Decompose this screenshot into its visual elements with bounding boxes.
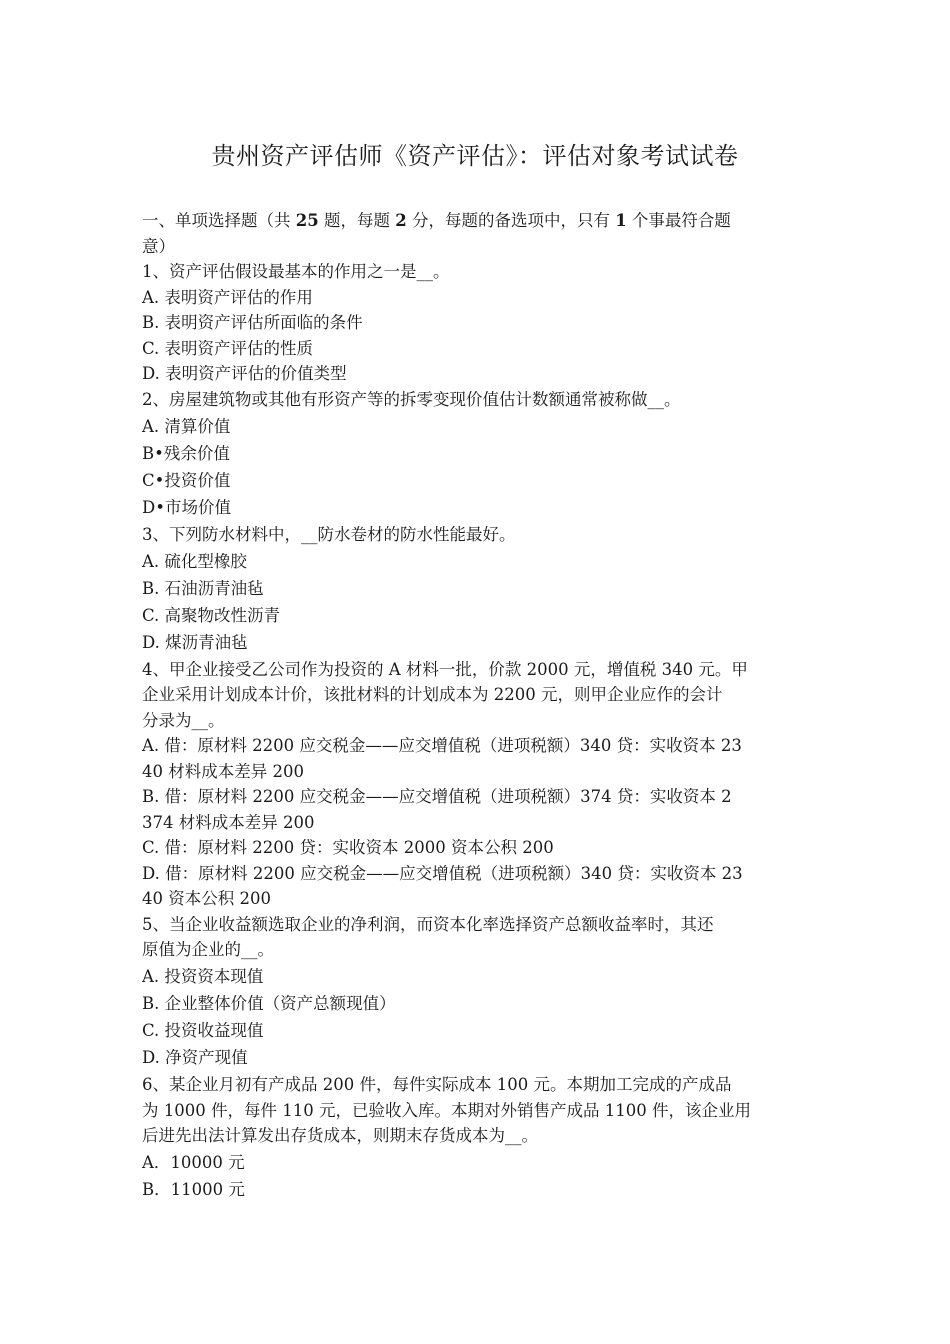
question-4-option-d-line-1: D. 借：原材料 2200 应交税金——应交增值税（进项税额）340 贷：实收资本 23 xyxy=(142,863,743,883)
exam-content xyxy=(142,208,806,1204)
question-4-option-c: C. 借：原材料 2200 贷：实收资本 2000 资本公积 200 xyxy=(142,838,554,857)
question-2-stem: 2、房屋建筑物或其他有形资产等的拆零变现价值估计数额通常被称做__。 xyxy=(142,389,681,409)
question-4-stem-line-1: 4、甲企业接受乙公司作为投资的 A 材料一批，价款 2000 元，增值税 340 元。甲 xyxy=(142,659,748,679)
question-1-option-b: B. 表明资产评估所面临的条件 xyxy=(142,313,363,332)
section-heading-line-1 xyxy=(142,208,806,234)
question-6-option-a: A．10000 元 xyxy=(142,1153,245,1172)
question-4-stem-line-3: 分录为__。 xyxy=(142,710,225,730)
question-1-option-c: C. 表明资产评估的性质 xyxy=(142,338,314,358)
question-3-option-b: B. 石油沥青油毡 xyxy=(142,578,264,598)
section-text: 分，每题的备选项中，只有 xyxy=(406,211,616,230)
question-1-option-a: A. 表明资产评估的作用 xyxy=(142,287,313,307)
question-5-option-d: D. 净资产现值 xyxy=(142,1048,248,1067)
document-title: 贵州资产评估师《资产评估》：评估对象考试试卷 xyxy=(211,142,739,170)
question-4-option-b-line-2: 374 材料成本差异 200 xyxy=(142,812,315,832)
score-per-question: 2 xyxy=(395,211,407,230)
section-heading-line-2: 意） xyxy=(142,236,175,256)
question-2-option-b: B•残余价值 xyxy=(142,443,230,463)
section-text: 个事最符合题 xyxy=(626,211,731,230)
section-text: 一、单项选择题（共 xyxy=(142,211,296,230)
question-2-option-c: C•投资价值 xyxy=(142,470,231,490)
question-1-stem: 1、资产评估假设最基本的作用之一是__。 xyxy=(142,262,450,281)
question-1-option-d: D. 表明资产评估的价值类型 xyxy=(142,364,347,383)
question-6-stem-line-2: 为 1000 件，每件 110 元，已验收入库。本期对外销售产成品 1100 件，该企业用 xyxy=(142,1100,751,1120)
question-5-option-c: C. 投资收益现值 xyxy=(142,1021,264,1040)
question-3-option-d: D. 煤沥青油毡 xyxy=(142,632,248,652)
question-4-option-a-line-1: A. 借：原材料 2200 应交税金——应交增值税（进项税额）340 贷：实收资本 23 xyxy=(142,736,742,755)
question-3-option-a: A. 硫化型橡胶 xyxy=(142,551,247,571)
correct-count: 1 xyxy=(615,211,627,230)
question-count: 25 xyxy=(295,211,319,230)
question-6-stem-line-1: 6、某企业月初有产成品 200 件，每件实际成本 100 元。本期加工完成的产成品 xyxy=(142,1075,732,1094)
question-3-option-c: C. 高聚物改性沥青 xyxy=(142,605,281,625)
question-2-option-d: D•市场价值 xyxy=(142,497,231,517)
question-3-stem: 3、下列防水材料中，__防水卷材的防水性能最好。 xyxy=(142,524,516,544)
question-6-option-b: B．11000 元 xyxy=(142,1180,245,1199)
question-2-option-a: A. 清算价值 xyxy=(142,416,231,436)
question-4-option-b-line-1: B. 借：原材料 2200 应交税金——应交增值税（进项税额）374 贷：实收资本 2 xyxy=(142,787,732,806)
question-4-option-a-line-2: 40 材料成本差异 200 xyxy=(142,761,304,781)
section-text: 题，每题 xyxy=(318,211,396,230)
question-5-stem-line-2: 原值为企业的__。 xyxy=(142,940,274,959)
question-5-option-a: A. 投资资本现值 xyxy=(142,967,264,986)
question-4-option-d-line-2: 40 资本公积 200 xyxy=(142,889,271,908)
question-5-stem-line-1: 5、当企业收益额选取企业的净利润，而资本化率选择资产总额收益率时，其还 xyxy=(142,914,714,934)
question-4-stem-line-2: 企业采用计划成本计价，该批材料的计划成本为 2200 元，则甲企业应作的会计 xyxy=(142,685,723,704)
question-6-stem-line-3: 后进先出法计算发出存货成本，则期末存货成本为__。 xyxy=(142,1126,538,1145)
question-5-option-b: B. 企业整体价值（资产总额现值） xyxy=(142,994,396,1013)
